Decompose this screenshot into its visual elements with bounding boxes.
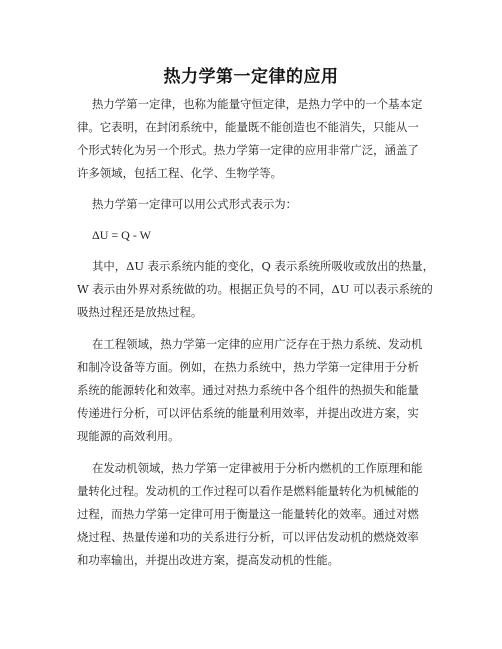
paragraph-1-line-4: 许多领域，包括工程、化学、生物学等。 [77,166,283,180]
paragraph-2-line-1: 热力学第一定律可以用公式形式表示为： [92,197,298,211]
paragraph-3-line-2: W 表示由外界对系统做的功。根据正负号的不同，ΔU 可以表示系统的 [77,282,433,296]
paragraph-4-line-5: 现能源的高效利用。 [77,429,180,443]
paragraph-3-line-1: 其中，ΔU 表示系统内能的变化，Q 表示系统所吸收或放出的热量， [92,259,434,273]
paragraph-5-line-4: 烧过程、热量传递和功的关系进行分析，可以评估发动机的燃烧效率 [77,530,419,544]
paragraph-4-line-3: 系统的能源转化和效率。通过对热力系统中各个组件的热损失和能量 [77,383,419,397]
paragraph-5-line-1: 在发动机领域，热力学第一定律被用于分析内燃机的工作原理和能 [92,461,423,475]
page-title: 热力学第一定律的应用 [163,67,339,87]
paragraph-1-line-1: 热力学第一定律，也称为能量守恒定律，是热力学中的一个基本定 [92,97,423,111]
formula-line: ΔU = Q - W [92,228,151,242]
paragraph-5-line-5: 和功率输出，并提出改进方案，提高发动机的性能。 [77,553,339,567]
paragraph-3-line-3: 吸热过程还是放热过程。 [77,305,203,319]
paragraph-5-line-3: 过程，而热力学第一定律可用于衡量这一能量转化的效率。通过对燃 [77,507,419,521]
paragraph-4-line-1: 在工程领域，热力学第一定律的应用广泛存在于热力系统、发动机 [92,337,423,351]
paragraph-1-line-3: 个形式转化为另一个形式。热力学第一定律的应用非常广泛，涵盖了 [77,143,419,157]
paragraph-4-line-2: 和制冷设备等方面。例如，在热力系统中，热力学第一定律用于分析 [77,360,419,374]
paragraph-5-line-2: 量转化过程。发动机的工作过程可以看作是燃料能量转化为机械能的 [77,484,419,498]
paragraph-4-line-4: 传递进行分析，可以评估系统的能量利用效率，并提出改进方案，实 [77,406,419,420]
paragraph-1-line-2: 律。它表明，在封闭系统中，能量既不能创造也不能消失，只能从一 [77,120,419,134]
